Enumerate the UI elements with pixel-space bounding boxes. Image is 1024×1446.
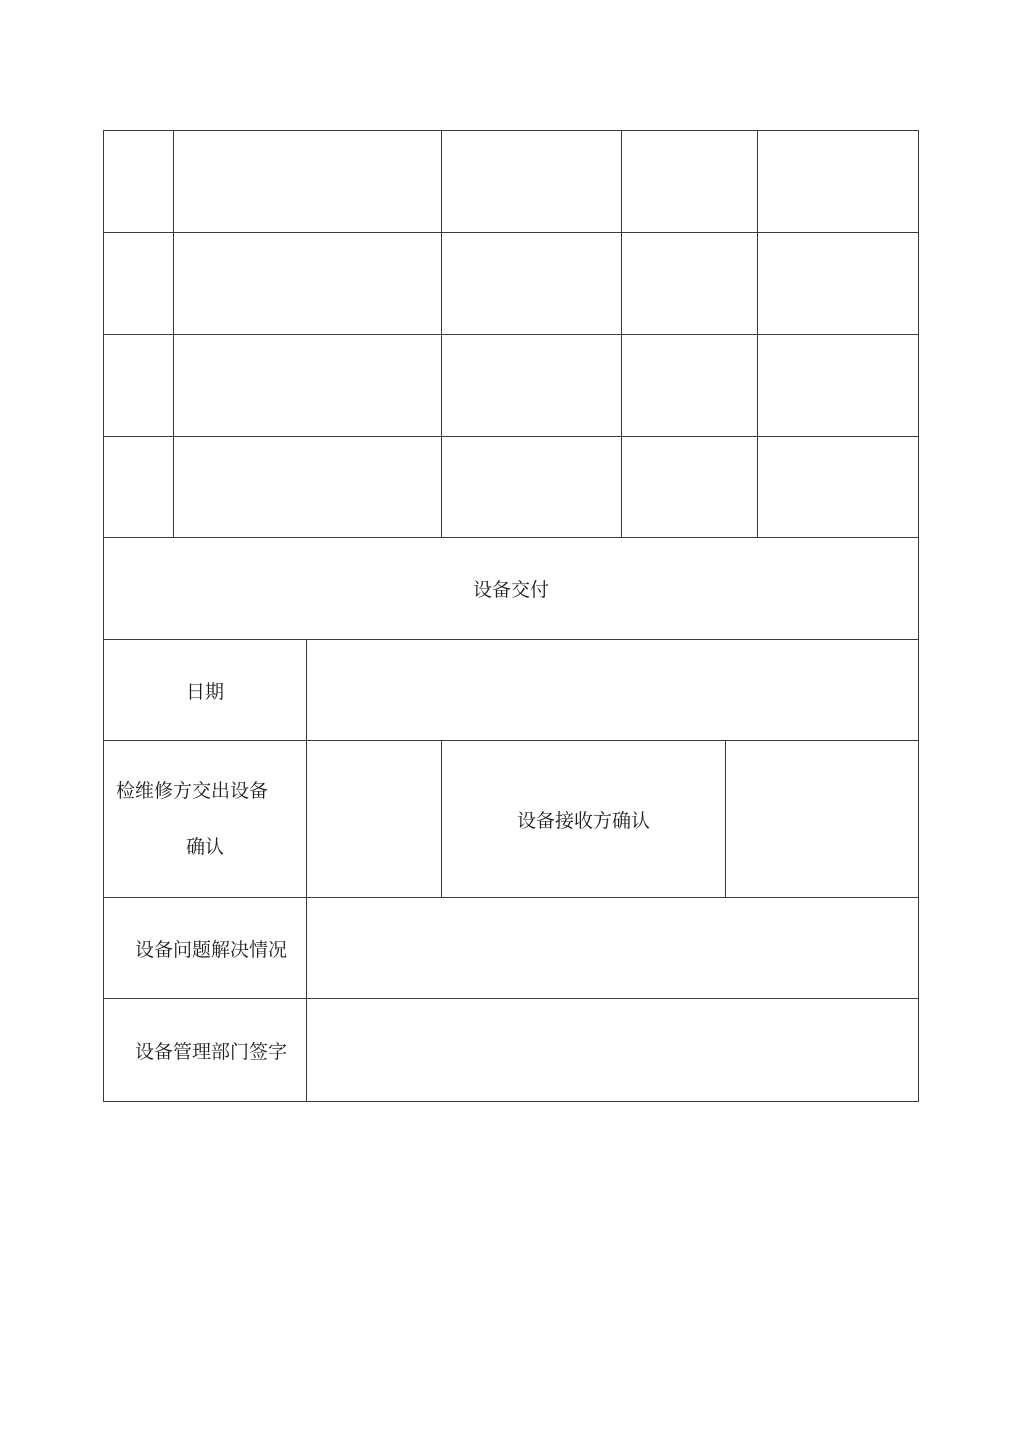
item-cell-index[interactable] [104,233,174,335]
table-row [104,640,919,741]
table-row [104,437,919,538]
item-cell-quantity[interactable] [622,335,758,437]
table-row [104,233,919,335]
item-cell-remark[interactable] [758,335,919,437]
table-row [104,538,919,640]
item-cell-detail[interactable] [442,437,622,538]
dept-signature-field[interactable] [307,999,919,1102]
item-cell-name[interactable] [174,131,442,233]
item-cell-remark[interactable] [758,131,919,233]
item-cell-detail[interactable] [442,131,622,233]
table-row [104,741,919,898]
equipment-handover-form [103,130,919,1102]
item-cell-name[interactable] [174,233,442,335]
item-cell-quantity[interactable] [622,437,758,538]
receiver-confirm-label: 设备接收方确认 [442,741,726,898]
item-cell-remark[interactable] [758,437,919,538]
item-cell-name[interactable] [174,437,442,538]
table-row [104,131,919,233]
repair-party-confirm-label [104,741,307,898]
issue-resolution-field[interactable] [307,898,919,999]
repair-party-confirm-label-line2: 确认 [185,836,224,858]
receiver-confirm-field[interactable] [726,741,919,898]
repair-party-confirm-label-line1: 检维修方交出设备 [116,780,269,802]
date-label: 日期 [104,640,307,741]
item-cell-detail[interactable] [442,233,622,335]
table-row [104,898,919,999]
repair-party-confirm-field[interactable] [307,741,442,898]
item-cell-name[interactable] [174,335,442,437]
item-cell-index[interactable] [104,335,174,437]
item-cell-remark[interactable] [758,233,919,335]
table-row [104,335,919,437]
item-cell-quantity[interactable] [622,131,758,233]
item-cell-quantity[interactable] [622,233,758,335]
date-field[interactable] [307,640,919,741]
dept-signature-label: 设备管理部门签字 [104,999,307,1102]
item-cell-index[interactable] [104,131,174,233]
delivery-section-heading: 设备交付 [104,538,919,640]
issue-resolution-label: 设备问题解决情况 [104,898,307,999]
item-cell-index[interactable] [104,437,174,538]
item-cell-detail[interactable] [442,335,622,437]
table-row [104,999,919,1102]
